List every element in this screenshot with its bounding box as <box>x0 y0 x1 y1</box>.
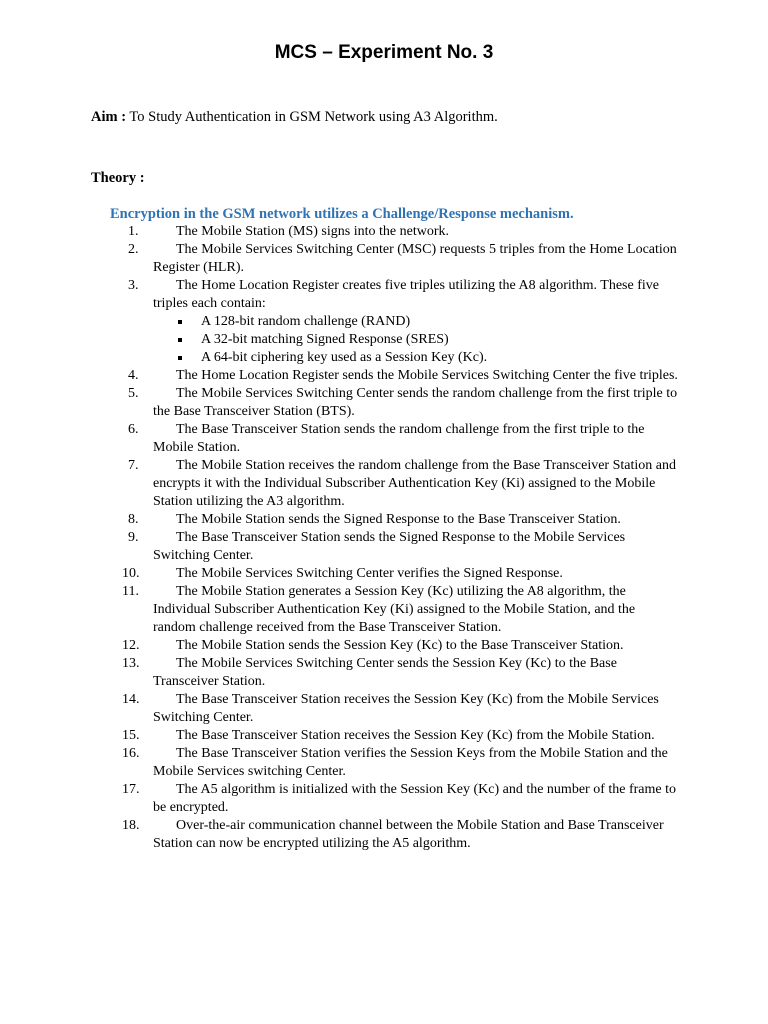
step-text: The Base Transceiver Station sends the random challenge from the first triple to the Mobile Station. <box>153 422 645 455</box>
step-number: 2. <box>128 242 139 257</box>
step-text: Over-the-air communication channel between the Mobile Station and Base Transceiver Station can now be encrypted utilizing the A5 algorithm. <box>153 818 664 851</box>
step-number: 7. <box>128 458 139 473</box>
step-item <box>0 511 678 529</box>
step-item <box>0 691 678 727</box>
authentication-steps-list <box>0 223 768 853</box>
bullet-text: A 32-bit matching Signed Response (SRES) <box>201 332 449 347</box>
step-item <box>0 367 678 385</box>
theory-heading: Theory : <box>91 170 145 186</box>
step-number: 1. <box>128 224 139 239</box>
page-title: MCS – Experiment No. 3 <box>274 42 494 63</box>
step-text: The Mobile Station generates a Session Key (Kc) utilizing the A8 algorithm, the Individual Subscriber Authentication Key (Ki) assigned to the Mobile Station, and the random challenge received from the Base Transceiver Station. <box>153 584 636 635</box>
step-number: 11. <box>122 584 139 599</box>
step-text: The Mobile Station sends the Session Key (Kc) to the Base Transceiver Station. <box>176 638 624 653</box>
step-item <box>0 745 678 781</box>
step-number: 9. <box>128 530 139 545</box>
step-text: The Base Transceiver Station verifies the Session Keys from the Mobile Station and the Mobile Services switching Center. <box>153 746 668 779</box>
step-number: 12. <box>122 638 140 653</box>
step-item <box>0 727 678 745</box>
step-number: 6. <box>128 422 139 437</box>
encryption-subheading: Encryption in the GSM network utilizes a Challenge/Response mechanism. <box>110 206 574 222</box>
step-item <box>0 241 678 277</box>
step-item <box>0 457 678 511</box>
step-number: 4. <box>128 368 139 383</box>
step-text: The A5 algorithm is initialized with the Session Key (Kc) and the number of the frame to be encrypted. <box>153 782 676 815</box>
bullet-text: A 64-bit ciphering key used as a Session Key (Kc). <box>201 350 488 365</box>
bullet-item <box>153 349 678 367</box>
triple-contents-list <box>153 313 678 367</box>
step-number: 15. <box>122 728 140 743</box>
aim-text: To Study Authentication in GSM Network using A3 Algorithm. <box>129 109 498 125</box>
step-item <box>0 565 678 583</box>
step-number: 10. <box>122 566 140 581</box>
square-bullet-icon <box>178 320 182 324</box>
step-number: 14. <box>122 692 140 707</box>
step-item <box>0 637 678 655</box>
step-item <box>0 781 678 817</box>
step-text: The Mobile Station (MS) signs into the network. <box>176 224 449 239</box>
step-number: 13. <box>122 656 140 671</box>
square-bullet-icon <box>178 338 182 342</box>
square-bullet-icon <box>178 356 182 360</box>
step-text: The Base Transceiver Station receives the Session Key (Kc) from the Mobile Services Switching Center. <box>153 692 659 725</box>
step-text: The Mobile Services Switching Center sends the Session Key (Kc) to the Base Transceiver Station. <box>153 656 617 689</box>
step-item <box>0 421 678 457</box>
bullet-item <box>153 313 678 331</box>
step-number: 16. <box>122 746 140 761</box>
aim-label: Aim : <box>91 109 127 125</box>
step-number: 18. <box>122 818 140 833</box>
aim-line <box>91 109 498 126</box>
step-item <box>0 529 678 565</box>
step-item <box>0 583 678 637</box>
step-number: 17. <box>122 782 140 797</box>
step-number: 3. <box>128 278 139 293</box>
step-text: The Mobile Services Switching Center verifies the Signed Response. <box>176 566 563 581</box>
step-text: The Mobile Station sends the Signed Response to the Base Transceiver Station. <box>176 512 621 527</box>
step-item <box>0 385 678 421</box>
step-text: The Mobile Services Switching Center (MSC) requests 5 triples from the Home Location Register (HLR). <box>153 242 677 275</box>
step-text: The Base Transceiver Station sends the Signed Response to the Mobile Services Switching Center. <box>153 530 626 563</box>
step-item <box>0 655 678 691</box>
step-text: The Mobile Services Switching Center sends the random challenge from the first triple to the Base Transceiver Station (BTS). <box>153 386 678 419</box>
bullet-text: A 128-bit random challenge (RAND) <box>201 314 411 329</box>
bullet-item <box>153 331 678 349</box>
step-number: 8. <box>128 512 139 527</box>
step-item <box>0 223 678 241</box>
step-text: The Mobile Station receives the random challenge from the Base Transceiver Station and encrypts it with the Individual Subscriber Authentication Key (Ki) assigned to the Mobile Station utilizing the A3 algorithm. <box>153 458 676 509</box>
step-text: The Home Location Register sends the Mobile Services Switching Center the five triples. <box>176 368 678 383</box>
step-text: The Base Transceiver Station receives the Session Key (Kc) from the Mobile Station. <box>176 728 655 743</box>
step-number: 5. <box>128 386 139 401</box>
step-text: The Home Location Register creates five triples utilizing the A8 algorithm. These five triples each contain: <box>153 278 659 311</box>
step-item <box>0 817 678 853</box>
step-item <box>0 277 678 367</box>
